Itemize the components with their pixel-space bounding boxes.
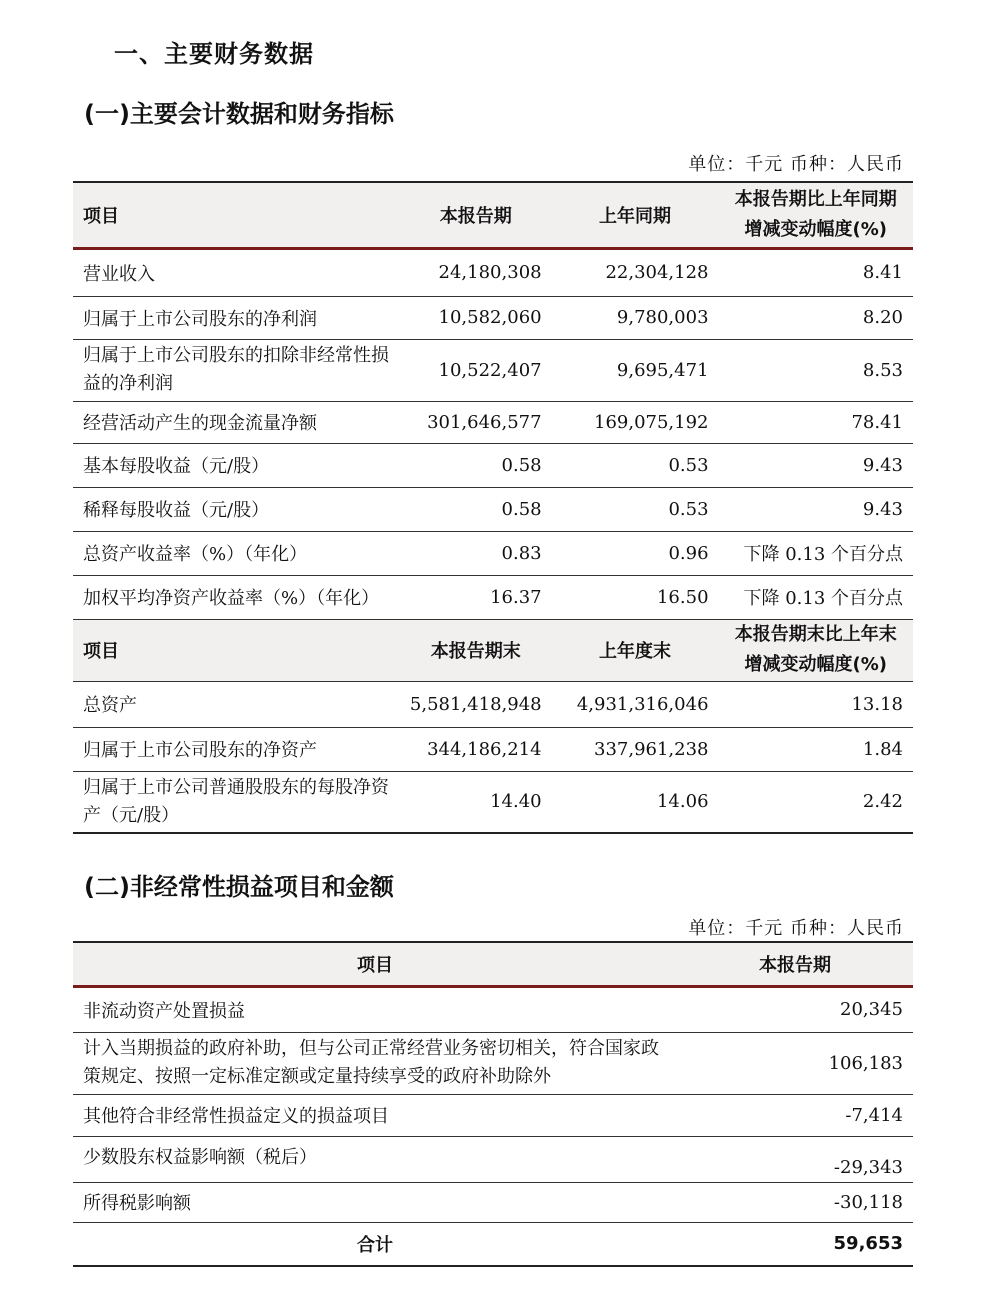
- row-label: 归属于上市公司股东的扣除非经常性损益的净利润: [73, 339, 400, 401]
- cell-value: 8.20: [719, 296, 913, 339]
- cell-value: 24,180,308: [438, 262, 542, 283]
- row-label: 归属于上市公司股东的净资产: [73, 727, 400, 771]
- total-label: 合计: [73, 1222, 677, 1266]
- cell-value: 9.43: [719, 487, 913, 531]
- table-row: [73, 986, 913, 1032]
- header-cell: 项目: [73, 619, 400, 681]
- table-row: [73, 531, 913, 575]
- cell-value: 9,695,471: [552, 339, 719, 401]
- cell-value: 337,961,238: [552, 727, 719, 771]
- row-label: 所得税影响额: [73, 1182, 677, 1222]
- table-header-row: [73, 182, 913, 248]
- main-accounting-table: [73, 181, 913, 834]
- section-title: [84, 34, 314, 69]
- header-cell: 本报告期末比上年末增减变动幅度(%): [719, 619, 913, 681]
- cell-value: -29,343: [677, 1136, 913, 1182]
- row-label: 营业收入: [83, 263, 155, 285]
- cell-value: 22,304,128: [605, 262, 709, 283]
- cell-value: 8.41: [862, 262, 903, 283]
- table-row: [73, 1032, 913, 1094]
- subsection-title-1: (一)主要会计数据和财务指标: [84, 100, 394, 128]
- total-value: 59,653: [677, 1222, 913, 1266]
- total-row: [73, 1222, 913, 1266]
- header-cell: 本报告期末: [400, 619, 552, 681]
- non-recurring-items-table: [73, 941, 913, 1267]
- row-label: 稀释每股收益（元/股）: [73, 487, 400, 531]
- cell-value: 10,522,407: [400, 339, 552, 401]
- cell-value: 78.41: [719, 401, 913, 443]
- cell-value: 2.42: [719, 771, 913, 833]
- cell-value: 301,646,577: [400, 401, 552, 443]
- cell-value: 9.43: [719, 443, 913, 487]
- cell-value: 下降 0.13 个百分点: [719, 575, 913, 619]
- cell-value: 4,931,316,046: [552, 681, 719, 727]
- section-number: 一、: [114, 40, 164, 68]
- row-label: 非流动资产处置损益: [83, 1000, 245, 1022]
- cell-value: 13.18: [719, 681, 913, 727]
- cell-value: 16.50: [552, 575, 719, 619]
- table-header-row: [73, 619, 913, 681]
- row-label: 加权平均净资产收益率（%）（年化）: [73, 575, 400, 619]
- unit-currency-note-2: 单位：千元 币种：人民币: [688, 918, 904, 939]
- cell-value: 8.53: [719, 339, 913, 401]
- cell-value: 14.06: [552, 771, 719, 833]
- cell-value: 5,581,418,948: [400, 681, 552, 727]
- table-header-row: [73, 942, 913, 986]
- table-row: [73, 443, 913, 487]
- cell-value: 14.40: [400, 771, 552, 833]
- header-cell: 上年度末: [552, 619, 719, 681]
- table-row: [73, 727, 913, 771]
- table-row: [73, 339, 913, 401]
- cell-value: 0.83: [400, 531, 552, 575]
- row-label: 归属于上市公司普通股股东的每股净资产（元/股）: [73, 771, 400, 833]
- cell-value: 20,345: [840, 999, 903, 1020]
- table-row: [73, 771, 913, 833]
- cell-value: 10,582,060: [400, 296, 552, 339]
- table-row: [73, 248, 913, 296]
- table-row: [73, 1136, 913, 1182]
- table-row: [73, 1094, 913, 1136]
- cell-value: 0.58: [400, 487, 552, 531]
- table-row: [73, 401, 913, 443]
- subsection-title-2: (二)非经常性损益项目和金额: [84, 873, 394, 901]
- header-cell: 本报告期: [400, 182, 552, 248]
- row-label: 总资产收益率（%）（年化）: [73, 531, 400, 575]
- row-label: 总资产: [73, 681, 400, 727]
- cell-value: -7,414: [677, 1094, 913, 1136]
- section-title-text: 主要财务数据: [164, 40, 314, 68]
- header-cell: 本报告期比上年同期增减变动幅度(%): [719, 182, 913, 248]
- table-row: [73, 681, 913, 727]
- header-cell: 项目: [73, 942, 677, 986]
- cell-value: 9,780,003: [552, 296, 719, 339]
- cell-value: 106,183: [677, 1032, 913, 1094]
- table-row: [73, 296, 913, 339]
- cell-value: 0.53: [552, 443, 719, 487]
- cell-value: 169,075,192: [552, 401, 719, 443]
- header-cell: 本报告期: [677, 942, 913, 986]
- table-row: [73, 487, 913, 531]
- cell-value: 16.37: [400, 575, 552, 619]
- cell-value: 0.96: [552, 531, 719, 575]
- unit-currency-note-1: 单位：千元 币种：人民币: [688, 154, 904, 175]
- cell-value: 0.53: [552, 487, 719, 531]
- cell-value: 0.58: [400, 443, 552, 487]
- table-row: [73, 575, 913, 619]
- row-label: 基本每股收益（元/股）: [73, 443, 400, 487]
- row-label: 归属于上市公司股东的净利润: [73, 296, 400, 339]
- row-label: 计入当期损益的政府补助，但与公司正常经营业务密切相关，符合国家政策规定、按照一定标准定额或定量持续享受的政府补助除外: [73, 1032, 677, 1094]
- row-label: 经营活动产生的现金流量净额: [73, 401, 400, 443]
- row-label: 少数股东权益影响额（税后）: [73, 1136, 677, 1182]
- table-row: [73, 1182, 913, 1222]
- cell-value: 1.84: [719, 727, 913, 771]
- cell-value: 下降 0.13 个百分点: [719, 531, 913, 575]
- cell-value: -30,118: [677, 1182, 913, 1222]
- header-cell: 项目: [73, 182, 400, 248]
- header-cell: 上年同期: [552, 182, 719, 248]
- row-label: 其他符合非经常性损益定义的损益项目: [73, 1094, 677, 1136]
- cell-value: 344,186,214: [400, 727, 552, 771]
